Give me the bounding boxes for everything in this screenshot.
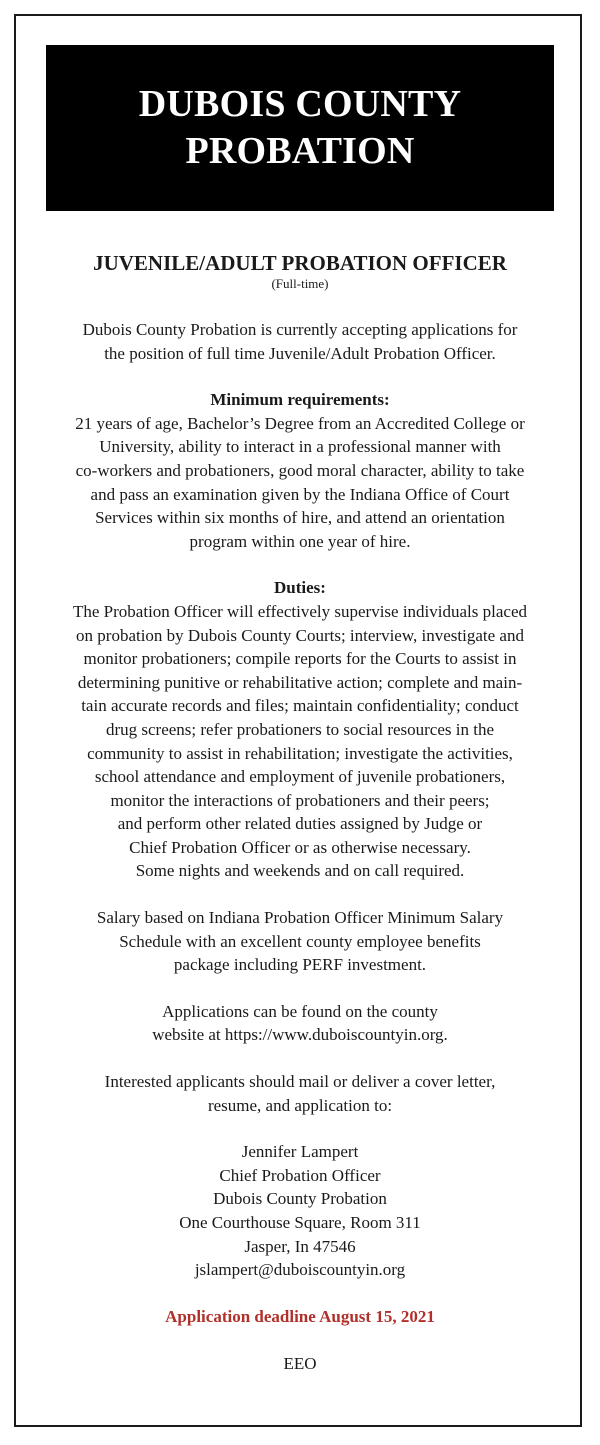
- text-line: monitor probationers; compile reports for the Courts to assist in: [83, 649, 517, 669]
- salary-paragraph: [30, 906, 570, 977]
- text-line: community to assist in rehabilitation; investigate the activities,: [87, 743, 513, 763]
- requirements-heading: Minimum requirements:: [210, 390, 390, 410]
- text-line: 21 years of age, Bachelor’s Degree from an Accredited College or: [75, 413, 525, 433]
- applications-paragraph: [30, 1000, 570, 1047]
- text-line: Chief Probation Officer or as otherwise necessary.: [129, 837, 471, 857]
- job-type: (Full-time): [271, 276, 329, 291]
- text-line: Schedule with an excellent county employee benefits: [119, 931, 481, 951]
- contact-email: jslampert@duboiscountyin.org: [194, 1260, 406, 1280]
- text-line: on probation by Dubois County Courts; interview, investigate and: [76, 625, 524, 645]
- text-line: package including PERF investment.: [173, 955, 427, 975]
- requirements-section: [30, 388, 570, 553]
- text-line: school attendance and employment of juvenile probationers,: [94, 767, 506, 787]
- text-line: University, ability to interact in a professional manner with: [99, 437, 501, 457]
- text-line: Services within six months of hire, and attend an orientation: [95, 508, 505, 528]
- ad-body: [30, 250, 570, 1376]
- text-line: The Probation Officer will effectively supervise individuals placed: [73, 601, 527, 621]
- instructions-paragraph: [30, 1070, 570, 1117]
- header-banner: [46, 45, 554, 211]
- banner-title-line-1: DUBOIS COUNTY: [138, 83, 462, 125]
- text-line: Applications can be found on the county: [162, 1001, 438, 1021]
- text-line: program within one year of hire.: [189, 531, 411, 551]
- contact-title: Chief Probation Officer: [219, 1165, 381, 1185]
- eeo-notice: EEO: [283, 1354, 317, 1374]
- text-line: drug screens; refer probationers to social resources in the: [105, 719, 495, 739]
- contact-block: [30, 1140, 570, 1282]
- text-line: co-workers and probationers, good moral character, ability to take: [75, 460, 525, 480]
- text-line: Interested applicants should mail or deliver a cover letter,: [104, 1072, 496, 1092]
- duties-heading: Duties:: [274, 578, 326, 598]
- intro-paragraph: [30, 318, 570, 365]
- contact-street: One Courthouse Square, Room 311: [179, 1213, 421, 1232]
- banner-title-line-2: PROBATION: [185, 130, 415, 172]
- text-line: the position of full time Juvenile/Adult Probation Officer.: [104, 343, 496, 363]
- text-line: Some nights and weekends and on call required.: [135, 861, 465, 881]
- text-line: monitor the interactions of probationers and their peers;: [110, 790, 490, 810]
- contact-city: Jasper, In 47546: [244, 1236, 356, 1256]
- application-deadline: Application deadline August 15, 2021: [165, 1306, 435, 1326]
- duties-section: [30, 576, 570, 883]
- contact-name: Jennifer Lampert: [241, 1142, 359, 1162]
- text-line: and pass an examination given by the Indiana Office of Court: [90, 484, 510, 504]
- contact-organization: Dubois County Probation: [213, 1189, 387, 1209]
- text-line: resume, and application to:: [207, 1095, 393, 1115]
- job-title: JUVENILE/ADULT PROBATION OFFICER: [93, 251, 507, 275]
- text-line: Salary based on Indiana Probation Officer Minimum Salary: [96, 908, 504, 928]
- text-line: tain accurate records and files; maintain confidentiality; conduct: [81, 696, 519, 716]
- text-line: and perform other related duties assigned by Judge or: [117, 814, 483, 834]
- text-line: Dubois County Probation is currently accepting applications for: [82, 320, 518, 339]
- text-line: website at https://www.duboiscountyin.org.: [152, 1025, 448, 1045]
- text-line: determining punitive or rehabilitative action; complete and main-: [77, 672, 523, 692]
